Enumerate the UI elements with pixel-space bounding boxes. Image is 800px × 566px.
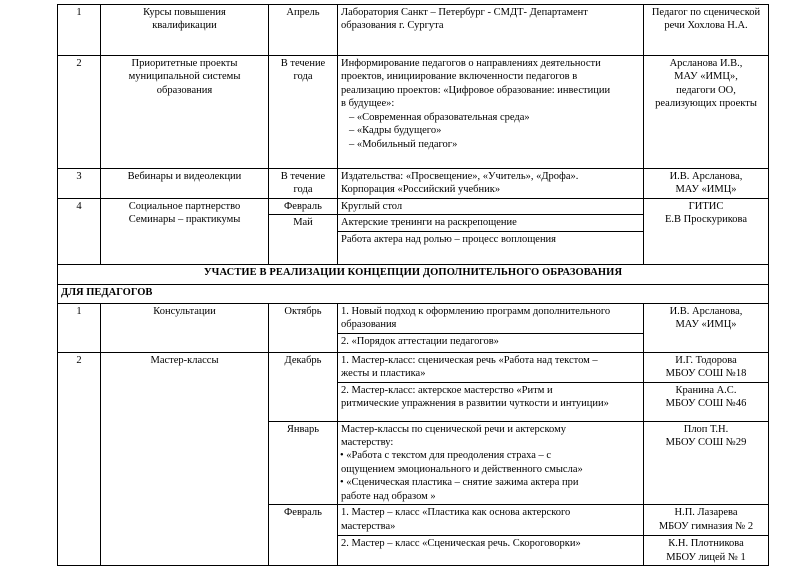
row-content: 2. Мастер – класс «Сценическая речь. Скороговорки»	[338, 536, 644, 566]
table-row	[58, 56, 769, 169]
content-line: мастерства»	[341, 520, 396, 532]
row-event: Вебинары и видеолекции	[101, 169, 269, 199]
content-line: Корпорация «Российский учебник»	[341, 184, 501, 196]
row-content	[338, 303, 644, 333]
responsible-line: К.Н. Плотникова	[668, 538, 744, 550]
event-line: Курсы повышения	[143, 7, 226, 18]
responsible-line: МБОУ лицей № 1	[666, 551, 746, 563]
row-period: Декабрь	[269, 352, 338, 421]
row-event	[101, 198, 269, 264]
responsible-line: МБОУ гимназия № 2	[658, 520, 754, 532]
row-responsible	[644, 56, 769, 169]
row-period	[269, 169, 338, 199]
content-line: 2. Мастер-класс: актерское мастерство «Ритм и	[341, 384, 553, 396]
row-responsible	[644, 198, 769, 264]
row-content	[338, 352, 644, 382]
content-line: – «Мобильный педагог»	[349, 138, 458, 150]
content-line: ритмические упражнения в развитии чуткости и интуиции»	[341, 397, 609, 409]
responsible-line: Педагог по сценической	[651, 7, 761, 18]
content-line: – «Кадры будущего»	[349, 125, 442, 137]
content-line: • «Сценическая пластика – снятие зажима актера при	[340, 477, 579, 489]
content-line: жесты и пластика»	[341, 368, 426, 380]
responsible-line: МАУ «ИМЦ»,	[674, 71, 738, 83]
period-line: В течение	[280, 58, 326, 69]
responsible-line: И.В. Арсланова,	[669, 305, 743, 317]
period-line: В течение	[280, 171, 326, 182]
responsible-line: МБОУ СОШ №18	[665, 368, 747, 380]
responsible-line: И.В. Арсланова,	[669, 171, 743, 182]
responsible-line: МБОУ СОШ №46	[665, 397, 747, 409]
period-line: года	[293, 184, 313, 196]
responsible-line: МБОУ СОШ №29	[665, 436, 747, 448]
row-content	[338, 382, 644, 421]
responsible-line: МАУ «ИМЦ»	[675, 184, 737, 196]
activity-plan-table	[57, 4, 769, 566]
table-row	[58, 352, 769, 382]
row-period: Октябрь	[269, 303, 338, 352]
row-content	[338, 505, 644, 536]
content-line: • «Работа с текстом для преодоления страха – с	[340, 450, 552, 462]
section-label-row	[58, 284, 769, 303]
responsible-line: реализующих проекты	[655, 98, 757, 110]
row-content: Круглый стол	[338, 198, 644, 214]
row-content: Работа актера над ролью – процесс воплощения	[338, 231, 644, 264]
event-line: Социальное партнерство	[128, 200, 241, 212]
row-period: Февраль	[269, 198, 338, 214]
content-line: 1. Новый подход к оформлению программ дополнительного	[341, 305, 611, 317]
row-number: 2	[58, 56, 101, 169]
table-row	[58, 5, 769, 56]
section-banner-row	[58, 264, 769, 284]
responsible-line: Плоп Т.Н.	[683, 423, 729, 435]
row-responsible	[644, 352, 769, 382]
row-period: Апрель	[269, 5, 338, 56]
section-label: ДЛЯ ПЕДАГОГОВ	[58, 284, 769, 303]
row-period: Май	[269, 215, 338, 264]
content-line: образования г. Сургута	[341, 20, 444, 32]
row-responsible	[644, 382, 769, 421]
row-responsible	[644, 421, 769, 505]
responsible-line: Н.П. Лазарева	[674, 507, 738, 519]
content-line: реализацию проектов: «Цифровое образование: инвестиции	[341, 84, 611, 96]
row-content	[338, 5, 644, 56]
event-line: образования	[156, 84, 213, 96]
responsible-line: педагоги ОО,	[676, 84, 736, 96]
row-responsible	[644, 536, 769, 566]
row-event: Консультации	[101, 303, 269, 352]
content-line: Лаборатория Санкт – Петербург - СМДТ- Департамент	[341, 7, 588, 18]
row-period	[269, 56, 338, 169]
table-row	[58, 169, 769, 199]
content-line: Информирование педагогов о направлениях деятельности	[341, 58, 601, 69]
row-responsible	[644, 505, 769, 536]
row-responsible	[644, 169, 769, 199]
content-line: 1. Мастер-класс: сценическая речь «Работа над текстом –	[341, 354, 598, 366]
responsible-line: ГИТИС	[688, 200, 724, 212]
row-responsible	[644, 303, 769, 352]
row-content: Актерские тренинги на раскрепощение	[338, 215, 644, 231]
row-number: 2	[58, 352, 101, 566]
responsible-line: Кранина А.С.	[675, 384, 737, 396]
responsible-line: МАУ «ИМЦ»	[675, 319, 737, 331]
table-row	[58, 198, 769, 214]
row-period: Февраль	[269, 505, 338, 566]
row-event	[101, 56, 269, 169]
section-banner: УЧАСТИЕ В РЕАЛИЗАЦИИ КОНЦЕПЦИИ ДОПОЛНИТЕЛЬНОГО ОБРАЗОВАНИЯ	[58, 264, 769, 284]
row-event	[101, 5, 269, 56]
row-content	[338, 169, 644, 199]
period-line: года	[293, 71, 313, 83]
content-line: 1. Мастер – класс «Пластика как основа актерского	[341, 507, 571, 519]
row-number: 1	[58, 5, 101, 56]
content-line: – «Современная образовательная среда»	[349, 111, 530, 123]
row-period: Январь	[269, 421, 338, 505]
content-line: ощущением эмоционального и действенного смысла»	[341, 463, 583, 475]
row-number: 3	[58, 169, 101, 199]
row-content	[338, 421, 644, 505]
content-line: работе над образом »	[341, 490, 436, 502]
row-responsible	[644, 5, 769, 56]
event-line: муниципальной системы	[128, 71, 241, 83]
content-line: Издательства: «Просвещение», «Учитель», «Дрофа».	[341, 171, 579, 182]
row-number: 1	[58, 303, 101, 352]
content-line: образования	[341, 319, 397, 331]
event-line: Семинары – практикумы	[128, 214, 241, 226]
event-line: квалификации	[152, 20, 217, 32]
responsible-line: Е.В Проскурикова	[664, 214, 748, 226]
content-line: в будущее»:	[341, 98, 395, 110]
row-content	[338, 56, 644, 169]
content-line: Мастер-классы по сценической речи и актерскому	[341, 423, 566, 435]
responsible-line: И.Г. Тодорова	[675, 354, 737, 366]
table-row	[58, 303, 769, 333]
responsible-line: речи Хохлова Н.А.	[664, 20, 748, 32]
row-content: 2. «Порядок аттестации педагогов»	[338, 333, 644, 352]
row-number: 4	[58, 198, 101, 264]
row-event: Мастер-классы	[101, 352, 269, 566]
content-line: мастерству:	[341, 436, 394, 448]
content-line: проектов, инициирование включенности педагогов в	[341, 71, 578, 83]
responsible-line: Арсланова И.В.,	[669, 58, 743, 69]
event-line: Приоритетные проекты	[131, 58, 238, 69]
